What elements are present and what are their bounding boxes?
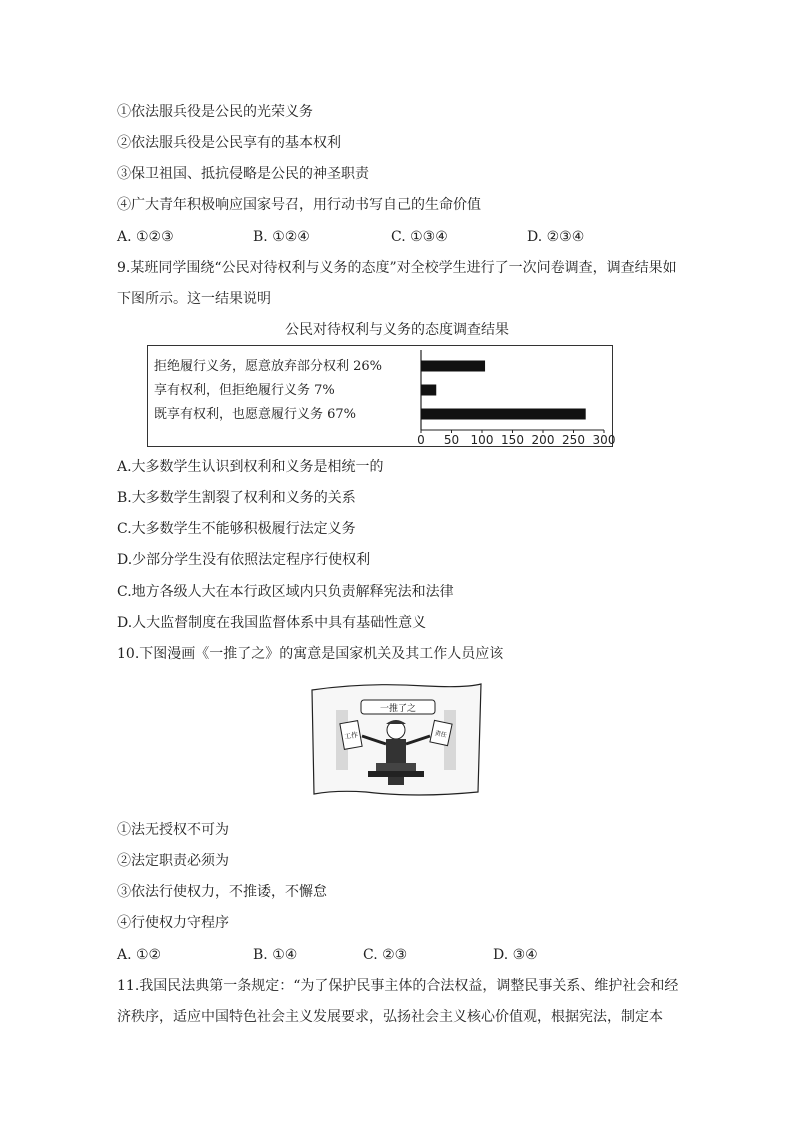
q8-item-4: ④广大青年积极响应国家号召，用行动书写自己的生命价值	[117, 197, 481, 213]
chart-title: 公民对待权利与义务的态度调查结果	[285, 322, 509, 338]
survey-chart	[147, 345, 616, 447]
q10-item-2: ②法定职责必须为	[117, 853, 229, 869]
q9-stem-line1: 9.某班同学围绕“公民对待权利与义务的态度”对全校学生进行了一次问卷调查，调查结果如	[117, 260, 677, 276]
chart-category-label: 既享有权利，也愿意履行义务 67%	[154, 407, 357, 422]
q10-stem: 10.下图漫画《一推了之》的寓意是国家机关及其工作人员应该	[117, 646, 504, 662]
cartoon-right-paper-text: 责任	[434, 729, 448, 740]
chart-bar	[421, 361, 485, 372]
chart-x-tick-label: 300	[592, 433, 616, 447]
chart-x-tick-label: 150	[501, 433, 524, 447]
q10-option-b: B. ①④	[253, 947, 298, 963]
stray-option-c: C.地方各级人大在本行政区域内只负责解释宪法和法律	[117, 584, 454, 600]
chart-category-label: 拒绝履行义务，愿意放弃部分权利 26%	[154, 359, 383, 374]
q8-item-1: ①依法服兵役是公民的光荣义务	[117, 104, 313, 120]
q10-option-c: C. ②③	[363, 947, 408, 963]
chart-bar	[421, 409, 586, 420]
q9-option-a: A.大多数学生认识到权利和义务是相统一的	[117, 459, 384, 475]
q11-line1: 11.我国民法典第一条规定：“为了保护民事主体的合法权益，调整民事关系、维护社会和经	[117, 978, 679, 994]
cartoon-stand	[388, 777, 404, 785]
survey-chart-svg	[148, 346, 616, 447]
q9-stem-line2: 下图所示。这一结果说明	[117, 291, 271, 307]
chart-x-tick-label: 0	[417, 433, 425, 447]
chart-category-label: 享有权利，但拒绝履行义务 7%	[154, 383, 335, 398]
cartoon-body	[386, 739, 406, 763]
q9-option-c: C.大多数学生不能够积极履行法定义务	[117, 521, 356, 537]
chart-x-tick-label: 100	[470, 433, 494, 447]
q9-option-b: B.大多数学生割裂了权利和义务的关系	[117, 490, 356, 506]
q8-option-d: D. ②③④	[527, 229, 585, 245]
q10-item-4: ④行使权力守程序	[117, 915, 229, 931]
chart-x-tick-label: 50	[443, 433, 460, 447]
cartoon-base	[368, 771, 424, 777]
q8-option-b: B. ①②④	[253, 229, 310, 245]
cartoon-banner-text: 一推了之	[379, 704, 417, 714]
q10-option-a: A. ①②	[117, 947, 162, 963]
q11-line2: 济秩序，适应中国特色社会主义发展要求，弘扬社会主义核心价值观，根据宪法，制定本	[117, 1009, 663, 1025]
cartoon-left-paper-text: 工作	[343, 730, 359, 742]
q10-option-d: D. ③④	[493, 947, 538, 963]
chart-bar	[421, 385, 436, 396]
q8-option-a: A. ①②③	[117, 229, 174, 245]
q8-item-2: ②依法服兵役是公民享有的基本权利	[117, 135, 341, 151]
q9-option-d: D.少部分学生没有依照法定程序行使权利	[117, 552, 371, 568]
chart-x-tick-label: 200	[531, 433, 555, 447]
cartoon-desk	[376, 763, 416, 771]
chart-x-tick-label: 250	[562, 433, 585, 447]
q8-option-c: C. ①③④	[391, 229, 448, 245]
stray-option-d: D.人大监督制度在我国监督体系中具有基础性意义	[117, 615, 427, 631]
q10-item-1: ①法无授权不可为	[117, 822, 229, 838]
q8-item-3: ③保卫祖国、抵抗侵略是公民的神圣职责	[117, 166, 369, 182]
q10-item-3: ③依法行使权力，不推诿，不懈怠	[117, 884, 327, 900]
cartoon-illustration	[306, 680, 486, 798]
